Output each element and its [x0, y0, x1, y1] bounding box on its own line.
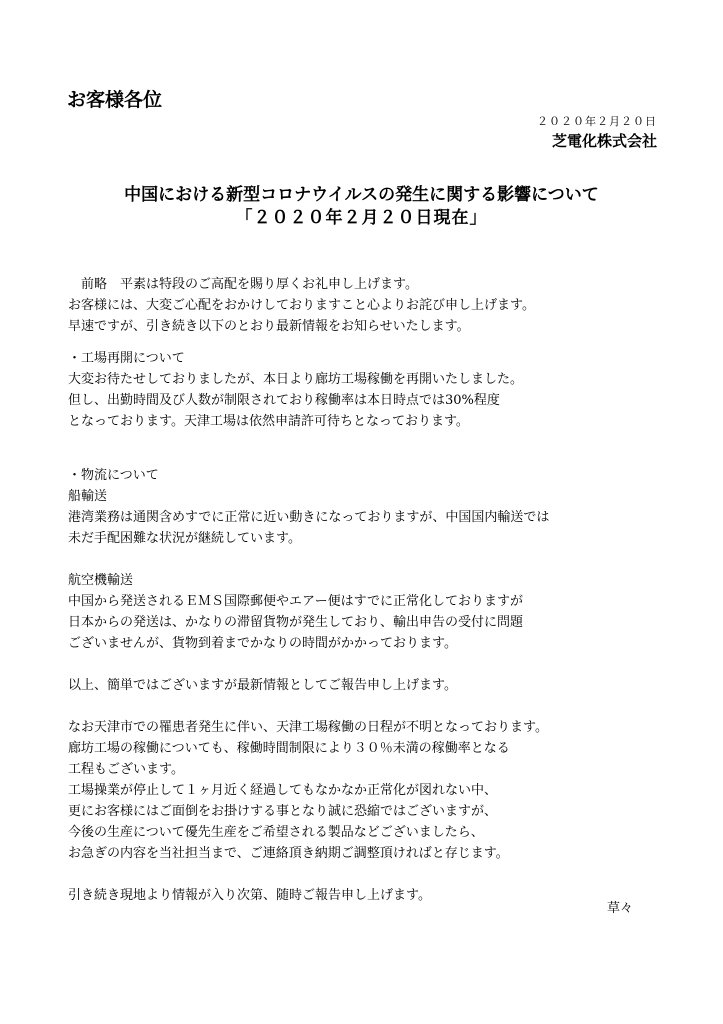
- notice-line: 廊坊工場の稼働についても、稼働時間制限により３０％未満の稼働率となる: [68, 741, 510, 756]
- intro-line: 前略 平素は特段のご高配を賜り厚くお礼申し上げます。: [68, 277, 418, 292]
- letter-title: 中国における新型コロナウイルスの発生に関する影響について: [124, 185, 599, 205]
- intro-line: お客様には、大変ご心配をおかけしておりますこと心よりお詫び申し上げます。: [68, 298, 535, 313]
- logistics-heading: ・物流について: [68, 468, 159, 483]
- ship-heading: 船輸送: [68, 489, 108, 504]
- air-line: 中国から発送されるＥＭＳ国際郵便やエアー便はすでに正常化しておりますが: [68, 594, 524, 609]
- recipient-heading: お客様各位: [67, 89, 163, 111]
- ship-line: 未だ手配困難な状況が継続しています。: [68, 531, 301, 546]
- intro-line: 早速ですが、引き続き以下のとおり最新情報をお知らせいたします。: [68, 319, 470, 334]
- letter-subtitle: 「２０２０年２月２０日現在」: [235, 208, 488, 228]
- notice-line: 工程もございます。: [68, 762, 184, 777]
- followup-line: 引き続き現地より情報が入り次第、随時ご報告申し上げます。: [68, 888, 431, 903]
- ship-line: 港湾業務は通関含めすでに正常に近い動きになっておりますが、中国国内輸送では: [68, 510, 550, 525]
- closing-word: 草々: [606, 901, 633, 916]
- notice-line: なお天津市での罹患者発生に伴い、天津工場稼働の日程が不明となっております。: [68, 720, 548, 735]
- air-heading: 航空機輸送: [68, 573, 134, 588]
- notice-line: 更にお客様にはご面倒をお掛けする事となり誠に恐縮ではございますが、: [68, 804, 498, 819]
- factory-heading: ・工場再開について: [68, 351, 185, 366]
- factory-line: 但し、出勤時間及び人数が制限されており稼働率は本日時点では30%程度: [68, 393, 500, 408]
- notice-line: 工場操業が停止して１ヶ月近く経過してもなかなか正常化が図れない中、: [68, 783, 498, 798]
- factory-line: 大変お待たせしておりましたが、本日より廊坊工場稼働を再開いたしました。: [68, 372, 524, 387]
- air-line: 日本からの発送は、かなりの滞留貨物が発生しており、輸出申告の受付に問題: [68, 615, 524, 630]
- summary-line: 以上、簡単ではございますが最新情報としてご報告申し上げます。: [68, 678, 457, 693]
- air-line: ございませんが、貨物到着までかなりの時間がかかっております。: [68, 636, 457, 651]
- factory-line: となっております。天津工場は依然申請許可待ちとなっております。: [68, 414, 469, 429]
- notice-line: 今後の生産について優先生産をご希望される製品などございましたら、: [68, 825, 484, 840]
- letter-body: [68, 274, 549, 906]
- notice-line: お急ぎの内容を当社担当まで、ご連絡頂き納期ご調整頂ければと存じます。: [68, 846, 509, 861]
- company-name: 芝電化株式会社: [551, 132, 657, 150]
- letter-date: ２０２０年２月２０日: [537, 115, 657, 128]
